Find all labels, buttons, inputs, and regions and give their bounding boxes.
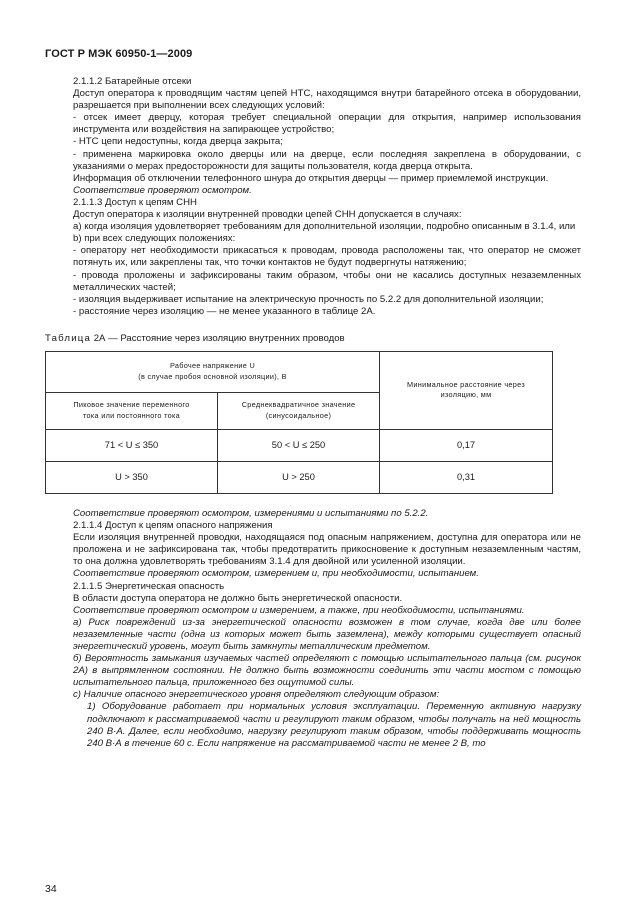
col-peak (46, 392, 218, 429)
col-rms (218, 392, 380, 429)
compliance-note: Соответствие проверяют осмотром, измерениями и испытаниями по 5.2.2. (73, 507, 429, 519)
list-item: - оператору нет необходимости прикасаться к проводам, провода расположены так, что оператор не сможет потянуть их, или закреплены так, что точки контактов не будут подвергнуты натяжению; (73, 245, 581, 269)
col-peak-line1: Пиковое значение переменного (73, 400, 190, 410)
compliance-note: Соответствие проверяют осмотром и измерением, а также, при необходимости, испытаниями. (73, 604, 525, 616)
section-heading-2-1-1-3: 2.1.1.3 Доступ к цепям СНН (73, 196, 197, 208)
paragraph: В области доступа оператора не должно быть энергетической опасности. (73, 592, 403, 604)
cell-peak: 71 < U ≤ 350 (46, 429, 218, 461)
col-min-distance-line1: Минимальное расстояние через (406, 379, 525, 389)
list-item: а) когда изоляция удовлетворяет требованиям для дополнительной изоляции, подробно описанным в 3.1.4, или (73, 221, 576, 233)
col-min-distance-line2: изоляцию, мм (440, 390, 492, 400)
col-rms-line2: (синусоидальное) (265, 410, 332, 420)
section-heading-2-1-1-2: 2.1.1.2 Батарейные отсеки (73, 76, 192, 87)
table-row (46, 429, 553, 461)
list-item: - расстояние через изоляцию — не менее указанного в таблице 2А. (73, 305, 376, 317)
cell-rms: 50 < U ≤ 250 (218, 429, 380, 461)
list-item: с) Наличие опасного энергетического уровня определяют следующим образом: (73, 689, 440, 701)
col-working-voltage-line2: (в случае пробоя основной изоляции), В (138, 371, 287, 381)
table-caption-label: Таблица (45, 332, 92, 344)
section-heading-2-1-1-4: 2.1.1.4 Доступ к цепям опасного напряжения (73, 520, 273, 532)
table-caption (45, 333, 581, 345)
cell-distance: 0,17 (380, 429, 553, 461)
paragraph: Информация об отключении телефонного шнура до открытия дверцы — пример приемлемой инструкции. (73, 172, 549, 184)
document-header: ГОСТ Р МЭК 60950-1—2009 (45, 48, 193, 60)
compliance-note: Соответствие проверяют осмотром. (73, 184, 252, 196)
page-body (45, 76, 581, 750)
list-item: - изоляция выдерживает испытание на электрическую прочность по 5.2.2 для дополнительной изоляции; (73, 293, 544, 305)
col-working-voltage-line1: Рабочее напряжение U (169, 361, 256, 371)
table-row (46, 461, 553, 493)
table-caption-text: 2А — Расстояние через изоляцию внутренних проводов (93, 332, 345, 344)
page-number: 34 (45, 883, 57, 895)
cell-distance: 0,31 (380, 461, 553, 493)
paragraph: Доступ оператора к изоляции внутренней проводки цепей СНН допускается в случаях: (73, 209, 462, 221)
cell-rms: U > 250 (218, 461, 380, 493)
col-min-distance (380, 351, 553, 429)
list-item: b) при всех следующих положениях: (73, 233, 236, 245)
col-peak-line2: тока или постоянного тока (82, 410, 181, 420)
col-rms-line1: Среднеквадратичное значение (241, 400, 356, 410)
list-item: б) Вероятность замыкания изучаемых частей определяют с помощью испытательного пальца (см. рисунок 2А) в выпрямленном состоянии. Не должно быть возможности соединить эти части мостом с помощью испытательного пальца, приложенного без ощутимой силы. (73, 653, 581, 689)
list-item: - отсек имеет дверцу, которая требует специальной операции для открытия, например использования инструмента или воздействия на запирающее устройство; (73, 112, 581, 136)
insulation-distance-table (45, 351, 553, 494)
list-item: - применена маркировка около дверцы или на дверце, если последняя закреплена в оборудовании, с указаниями о мерах предосторожности для защиты пользователя, когда дверца открыта. (73, 148, 581, 172)
col-working-voltage (46, 351, 380, 392)
list-item: - провода проложены и зафиксированы таким образом, чтобы они не касались доступных незаземленных металлических частей; (73, 269, 581, 293)
list-item: - НТС цепи недоступны, когда дверца закрыта; (73, 136, 283, 148)
cell-peak: U > 350 (46, 461, 218, 493)
section-heading-2-1-1-5: 2.1.1.5 Энергетическая опасность (73, 580, 225, 592)
paragraph: Если изоляция внутренней проводки, находящаяся под опасным напряжением, доступна для оператора или не проложена и не зафиксирована так, чтобы предотвратить прикосновение к доступным незаземленным частям, то она должна удовлетворять требованиям 3.1.4 для двойной или усиленной изоляции. (73, 532, 581, 568)
list-item: 1) Оборудование работает при нормальных условия эксплуатации. Переменную активную нагрузку подключают к рассматриваемой части и регулируют таким образом, чтобы получать на ней мощность 240 В·А. Далее, если необходимо, нагрузку регулируют таким образом, чтобы поддерживать мощность 240 В·А в течение 60 с. Если напряжение на рассматриваемой части не менее 2 В, то (87, 701, 581, 749)
compliance-note: Соответствие проверяют осмотром, измерением и, при необходимости, испытанием. (73, 568, 479, 580)
list-item: а) Риск повреждений из-за энергетической опасности возможен в том случае, когда две или более незаземленные части (одна из которых может быть заземлена), между которыми существует опасный энергетический уровень, могут быть замкнуты металлическим предметом. (73, 616, 581, 652)
paragraph: Доступ оператора к проводящим частям цепей НТС, находящимся внутри батарейного отсека в оборудовании, разрешается при выполнении всех следующих условий: (73, 88, 581, 112)
